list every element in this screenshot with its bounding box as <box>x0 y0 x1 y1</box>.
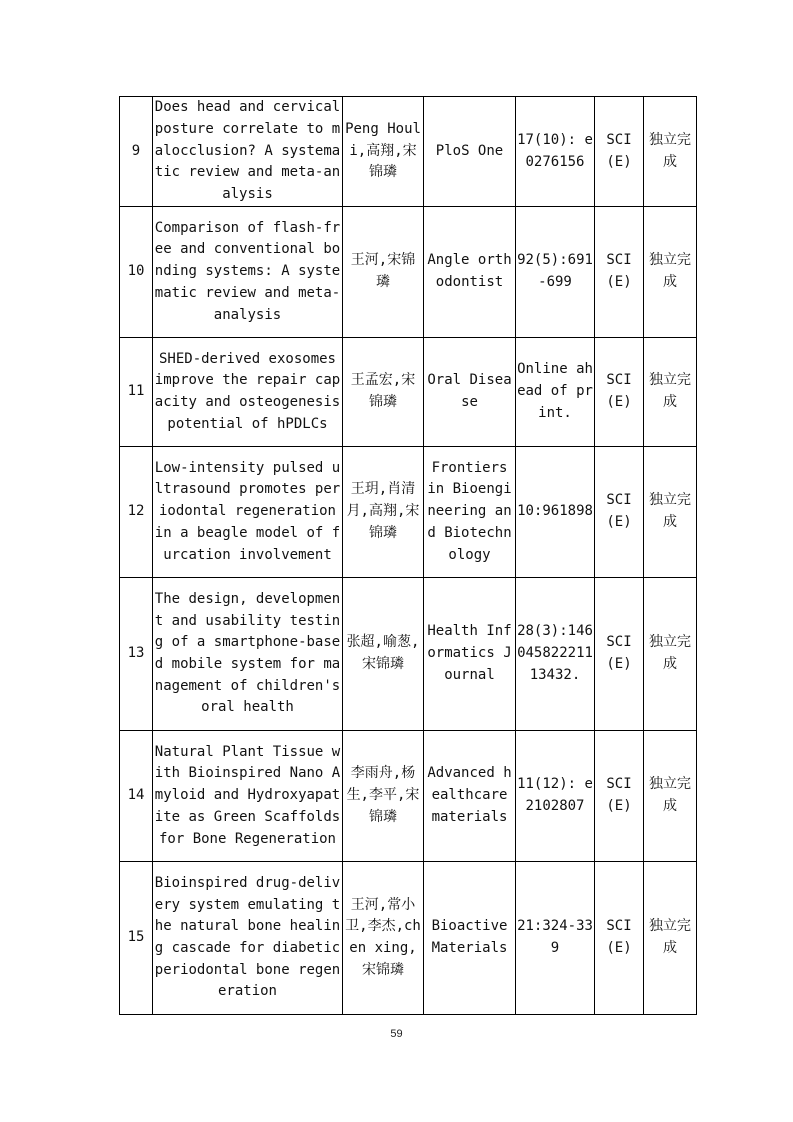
table-row <box>120 97 697 207</box>
paper-title: SHED-derived exosomes improve the repair capacity and osteogenesis potential of hPDLCs <box>153 338 343 447</box>
table-row <box>120 578 697 731</box>
paper-title: Low-intensity pulsed ultrasound promotes periodontal regeneration in a beagle model of furcation involvement <box>153 447 343 578</box>
completion-note: 独立完成 <box>644 207 697 338</box>
row-number: 12 <box>120 447 153 578</box>
authors: 李雨舟,杨生,李平,宋锦璘 <box>343 731 424 862</box>
paper-title: Does head and cervical posture correlate to malocclusion? A systematic review and meta-analysis <box>153 97 343 207</box>
paper-title: Natural Plant Tissue with Bioinspired Nano Amyloid and Hydroxyapatite as Green Scaffolds for Bone Regeneration <box>153 731 343 862</box>
authors: 王玥,肖清月,高翔,宋锦璘 <box>343 447 424 578</box>
row-number: 15 <box>120 862 153 1015</box>
row-number: 14 <box>120 731 153 862</box>
authors: 王河,宋锦璘 <box>343 207 424 338</box>
index-type: SCI(E) <box>595 207 644 338</box>
volume-pages: 28(3):14604582221113432. <box>516 578 595 731</box>
row-number: 9 <box>120 97 153 207</box>
volume-pages: 21:324-339 <box>516 862 595 1015</box>
paper-title: The design, development and usability testing of a smartphone-based mobile system for management of children's oral health <box>153 578 343 731</box>
journal: Health Informatics Journal <box>424 578 516 731</box>
volume-pages: 10:961898 <box>516 447 595 578</box>
volume-pages: 92(5):691-699 <box>516 207 595 338</box>
paper-title: Comparison of flash-free and conventional bonding systems: A systematic review and meta-analysis <box>153 207 343 338</box>
journal: Angle orthodontist <box>424 207 516 338</box>
completion-note: 独立完成 <box>644 447 697 578</box>
volume-pages: 11(12): e2102807 <box>516 731 595 862</box>
journal: PloS One <box>424 97 516 207</box>
row-number: 13 <box>120 578 153 731</box>
index-type: SCI(E) <box>595 338 644 447</box>
authors: Peng Houli,高翔,宋锦璘 <box>343 97 424 207</box>
completion-note: 独立完成 <box>644 338 697 447</box>
journal: Frontiers in Bioengineering and Biotechnology <box>424 447 516 578</box>
table-row <box>120 731 697 862</box>
index-type: SCI(E) <box>595 862 644 1015</box>
completion-note: 独立完成 <box>644 97 697 207</box>
publications-table <box>119 96 697 1015</box>
volume-pages: 17(10): e0276156 <box>516 97 595 207</box>
row-number: 11 <box>120 338 153 447</box>
index-type: SCI(E) <box>595 578 644 731</box>
page-number: 59 <box>390 1028 403 1040</box>
journal: Bioactive Materials <box>424 862 516 1015</box>
authors: 王河,常小卫,李杰,chen xing,宋锦璘 <box>343 862 424 1015</box>
paper-title: Bioinspired drug-delivery system emulating the natural bone healing cascade for diabetic periodontal bone regeneration <box>153 862 343 1015</box>
table-row <box>120 862 697 1015</box>
index-type: SCI(E) <box>595 731 644 862</box>
volume-pages: Online ahead of print. <box>516 338 595 447</box>
index-type: SCI(E) <box>595 97 644 207</box>
completion-note: 独立完成 <box>644 578 697 731</box>
authors: 王孟宏,宋锦璘 <box>343 338 424 447</box>
completion-note: 独立完成 <box>644 862 697 1015</box>
authors: 张超,喻葱,宋锦璘 <box>343 578 424 731</box>
table-row <box>120 207 697 338</box>
index-type: SCI(E) <box>595 447 644 578</box>
journal: Oral Disease <box>424 338 516 447</box>
journal: Advanced healthcare materials <box>424 731 516 862</box>
table-row <box>120 338 697 447</box>
table-row <box>120 447 697 578</box>
row-number: 10 <box>120 207 153 338</box>
completion-note: 独立完成 <box>644 731 697 862</box>
